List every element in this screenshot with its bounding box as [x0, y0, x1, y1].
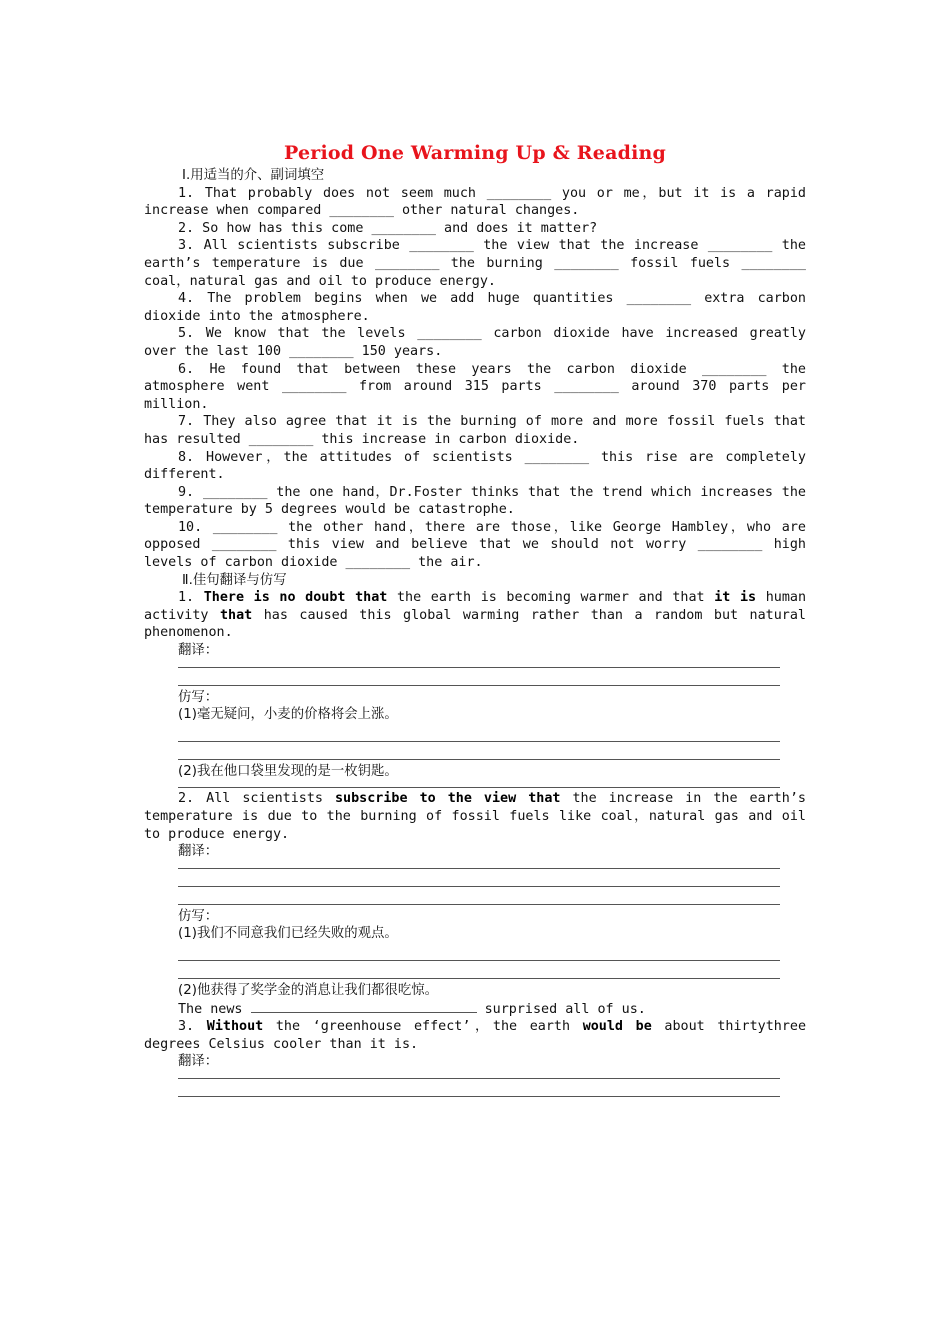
- fill-sentence: [178, 1000, 806, 1019]
- sentence-text: human activity: [144, 590, 807, 623]
- sentence-number: 3.: [178, 1019, 207, 1035]
- answer-line[interactable]: [178, 943, 780, 961]
- translate-label: 翻译：: [178, 643, 219, 659]
- exercise-item-3: 3. All scientists subscribe ________ the view that the increase ________ the earth’s temperature is due ________ the burning ________ fossil fuels ________ coal，natural gas and oil to produce energy.: [144, 238, 806, 289]
- exercise-item-7: 7. They also agree that it is the burning of more and more fossil fuels that has resulted ________ this increase in carbon dioxide.: [144, 414, 806, 447]
- fill-blank[interactable]: [251, 1000, 477, 1013]
- exercise-item-5: 5. We know that the levels ________ carbon dioxide have increased greatly over the last 100 ________ 150 years.: [144, 326, 806, 359]
- sentence-text: the increase in the earth’s temperature is due to the burning of fossil fuels like coal，natural gas and oil to produce energy.: [144, 791, 806, 842]
- fill-sentence-start: The news: [178, 1001, 251, 1017]
- section-2-heading: Ⅱ.佳句翻译与仿写: [182, 572, 287, 588]
- exercise-item-2: 2. So how has this come ________ and does it matter?: [178, 220, 598, 236]
- sentence-3: [144, 1018, 806, 1053]
- sentence-number: 1.: [178, 590, 204, 606]
- answer-line[interactable]: [178, 724, 780, 742]
- exercise-item-4: 4. The problem begins when we add huge quantities ________ extra carbon dioxide into the atmosphere.: [144, 291, 806, 324]
- worksheet-page: [144, 141, 806, 1097]
- sentence-text: about thirtythree degrees Celsius cooler than it is.: [144, 1019, 807, 1052]
- answer-line[interactable]: [178, 668, 780, 686]
- exercise-item-9: 9. ________ the one hand，Dr.Foster thinks that the trend which increases the temperature by 5 degrees would be catastrophe.: [144, 484, 806, 518]
- imitate-prompt-1: (1)毫无疑问，小麦的价格将会上涨。: [178, 707, 398, 723]
- section-1-heading: Ⅰ.用适当的介、副词填空: [182, 168, 325, 183]
- imitate-label: 仿写：: [178, 689, 219, 705]
- exercise-item-10: 10. ________ the other hand，there are those，like George Hambley，who are opposed ________ this view and believe that we should not worry ________ high levels of carbon dioxide ________ the air.: [144, 519, 806, 571]
- answer-line[interactable]: [178, 961, 780, 979]
- fill-sentence-end: surprised all of us.: [476, 1001, 646, 1017]
- sentence-text: the earth is becoming warmer and that: [387, 590, 715, 606]
- exercise-item-8: 8. However，the attitudes of scientists ________ this rise are completely different.: [144, 449, 806, 483]
- key-phrase: subscribe to the view that: [335, 791, 561, 807]
- imitate-label: 仿写：: [178, 908, 219, 924]
- key-phrase: it is: [714, 590, 757, 606]
- sentence-text: the ‘greenhouse effect’，the earth: [263, 1019, 583, 1035]
- answer-line[interactable]: [178, 1071, 780, 1079]
- exercise-item-1: 1. That probably does not seem much ________ you or me，but it is a rapid increase when compared ________ other natural changes.: [144, 185, 806, 219]
- key-phrase: would be: [582, 1019, 652, 1035]
- answer-line[interactable]: [178, 1079, 780, 1097]
- key-phrase: There is no doubt that: [203, 590, 388, 606]
- answer-line[interactable]: [178, 660, 780, 668]
- page-title: Period One Warming Up & Reading: [283, 142, 666, 164]
- translate-label: 翻译：: [178, 844, 219, 860]
- answer-line[interactable]: [178, 869, 780, 887]
- sentence-text: has caused this global warming rather than a random but natural phenomenon.: [144, 607, 806, 641]
- sentence-1: [144, 589, 806, 642]
- answer-line[interactable]: [178, 742, 780, 760]
- imitate-prompt-2: (2)他获得了奖学金的消息让我们都很吃惊。: [178, 982, 438, 998]
- imitate-prompt-1: (1)我们不同意我们已经失败的观点。: [178, 926, 398, 942]
- translate-label: 翻译：: [178, 1054, 219, 1070]
- answer-line[interactable]: [178, 861, 780, 869]
- answer-line[interactable]: [178, 887, 780, 905]
- key-phrase: Without: [206, 1019, 264, 1035]
- imitate-prompt-2: (2)我在他口袋里发现的是一枚钥匙。: [178, 763, 398, 779]
- exercise-item-6: 6. He found that between these years the carbon dioxide ________ the atmosphere went ________ from around 315 parts ________ around 370 parts per million.: [144, 361, 806, 412]
- sentence-text: 2. All scientists: [178, 791, 335, 807]
- sentence-2: [144, 790, 806, 843]
- answer-line[interactable]: [178, 780, 780, 788]
- key-phrase: that: [220, 607, 253, 623]
